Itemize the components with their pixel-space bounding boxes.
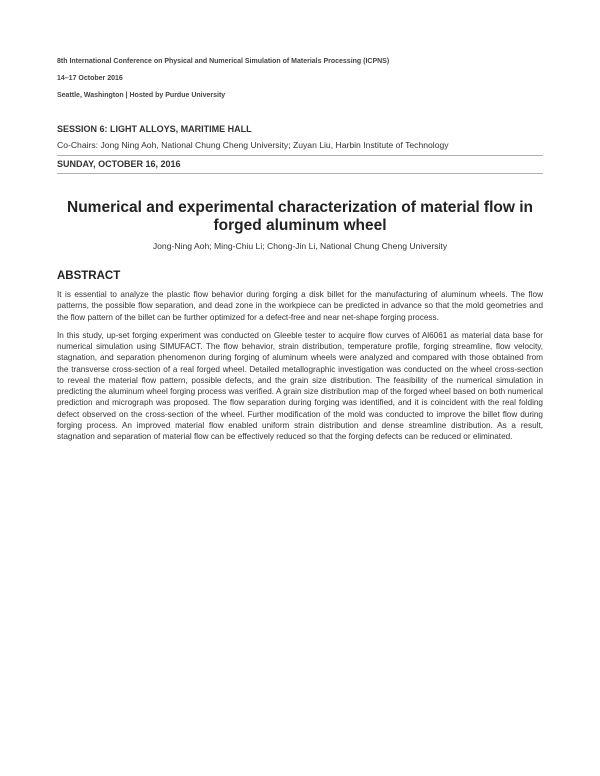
conference-header [57,53,389,104]
abstract-body [57,289,543,449]
abstract-paragraph-1: It is essential to analyze the plastic flow behavior during forging a disk billet for the manufacturing of aluminum wheels. The flow patterns, the possible flow separation, and dead zone in the workpiece can be predicted in advance so that the mold geometries and the flow pattern of the billet can be further optimized for a defect-free and near net-shape forging process. [57,290,543,322]
divider-top [57,155,543,156]
conference-dates: 14–17 October 2016 [57,75,123,82]
abstract-paragraph-2: In this study, up-set forging experiment was conducted on Gleeble tester to acquire flow curves of Al6061 as material data base for numerical simulation using SIMUFACT. The flow behavior, strain distribution, temperature profile, forging streamline, flow velocity, stagnation, and separation phenomenon during forging of aluminum wheels were analyzed and compared with those obtained from the transverse cross-section of a real forged wheel. Detailed metallographic investigation was conducted on the wheel cross-section to reveal the material flow pattern, possible defects, and the grain size distribution. The feasibility of the numerical simulation in predicting the aluminum wheel forging process was verified. A grain size distribution map of the forged wheel based on both numerical prediction and micrograph was proposed. The flow separation during forging was identified, and it is coincident with the real folding defect observed on the cross-section of the wheel. Further modification of the mold was conducted to improve the billet flow during forging process. An improved material flow enabled uniform strain distribution and dense streamline distribution. As a result, stagnation and separation of material flow can be effectively reduced so that the forging defects can be reduced or eliminated. [57,330,543,441]
paper-title-line-2: forged aluminum wheel [213,217,387,234]
conference-name: 8th International Conference on Physical and Numerical Simulation of Materials Processing (ICPNS) [57,58,390,65]
abstract-heading: ABSTRACT [57,270,121,282]
session-date: SUNDAY, OCTOBER 16, 2016 [57,159,181,169]
paper-title-line-1: Numerical and experimental characterization of material flow in [67,199,533,216]
divider-bottom [57,173,543,174]
conference-location: Seattle, Washington | Hosted by Purdue University [57,92,226,99]
paper-title [57,199,543,235]
paper-authors: Jong-Ning Aoh; Ming-Chiu Li; Chong-Jin Li, National Chung Cheng University [152,241,448,251]
session-title: SESSION 6: LIGHT ALLOYS, MARITIME HALL [57,124,252,134]
session-cochairs: Co-Chairs: Jong Ning Aoh, National Chung Cheng University; Zuyan Liu, Harbin Institute of Technology [57,140,449,150]
